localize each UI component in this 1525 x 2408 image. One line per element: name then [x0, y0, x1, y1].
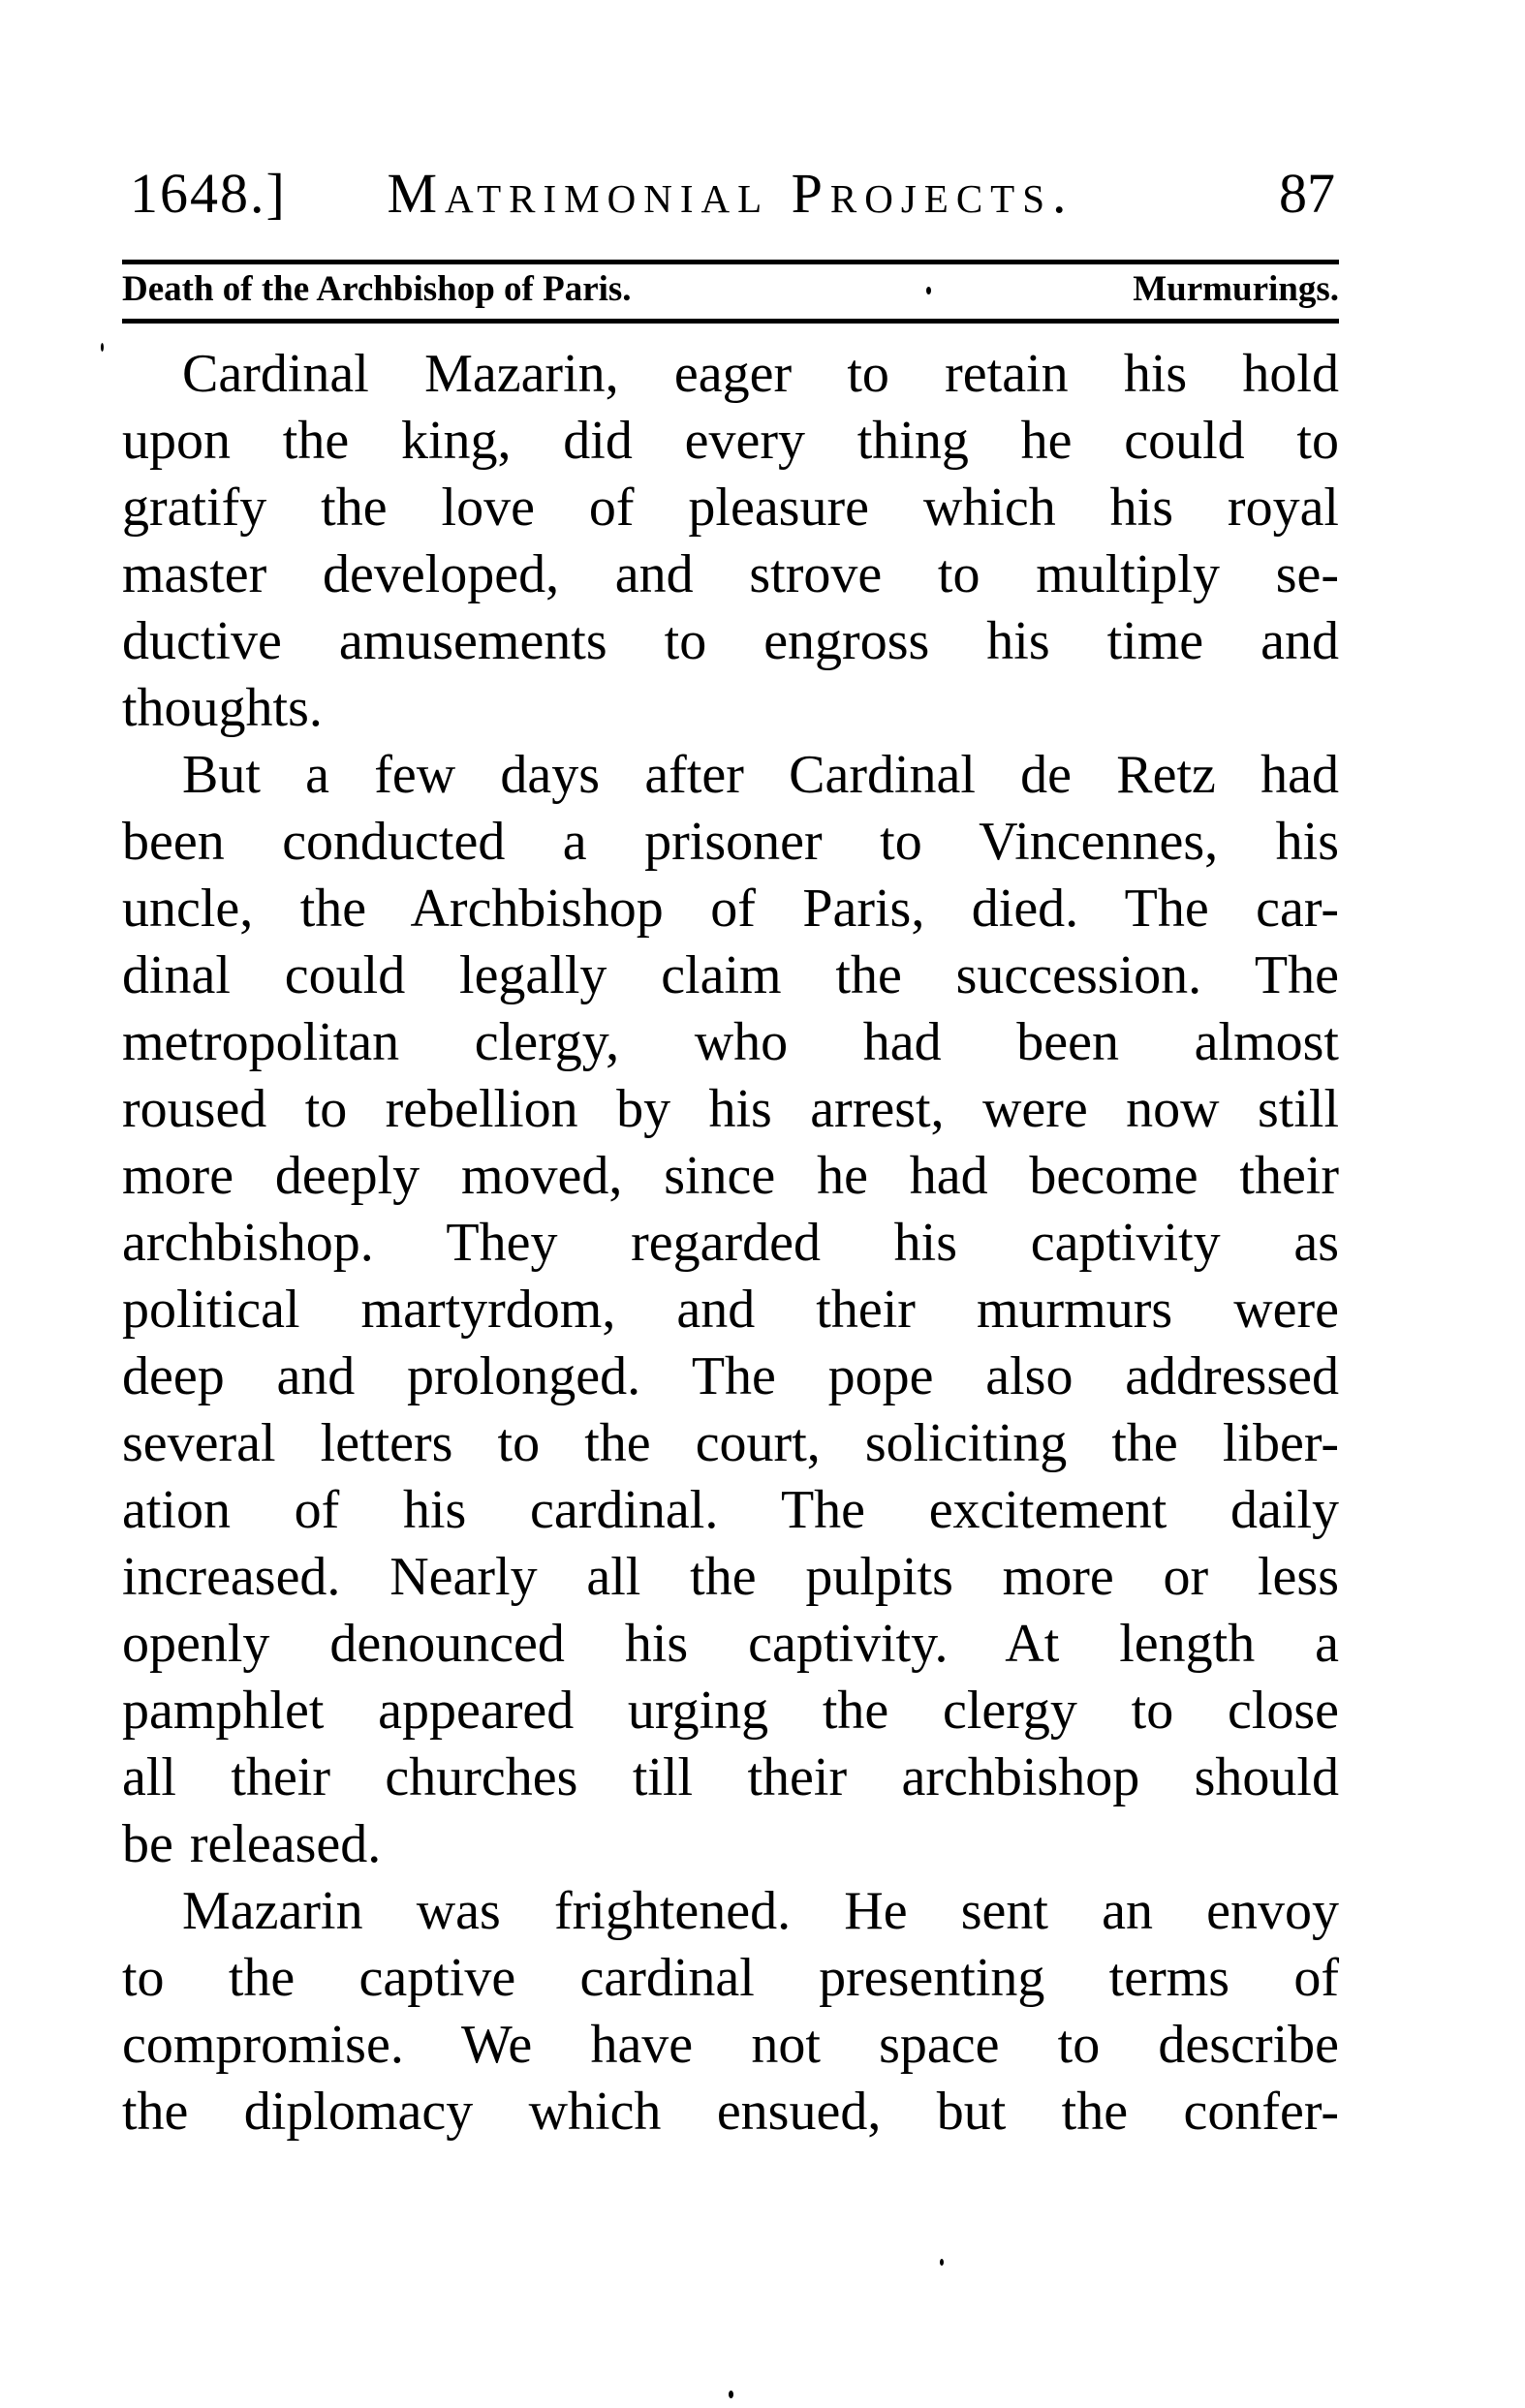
page-body — [122, 341, 1339, 2146]
divider-rule-bottom — [122, 319, 1339, 324]
text-line: political martyrdom, and their murmurs were — [122, 1280, 1339, 1340]
text-line: Mazarin was frightened. He sent an envoy — [182, 1881, 1339, 1941]
running-heads — [122, 267, 1339, 312]
header-date: 1648.] — [130, 162, 287, 225]
text-line: upon the king, did every thing he could to — [122, 411, 1339, 471]
scan-artifact-dot — [940, 2259, 944, 2266]
text-block — [122, 0, 1339, 2408]
paragraph — [122, 341, 1339, 742]
text-line: more deeply moved, since he had become their — [122, 1146, 1339, 1206]
text-line: been conducted a prisoner to Vincennes, his — [122, 812, 1339, 872]
text-line: Cardinal Mazarin, eager to retain his hold — [182, 344, 1339, 404]
text-line: ation of his cardinal. The excitement daily — [122, 1480, 1339, 1540]
text-line: the diplomacy which ensued, but the confer- — [122, 2082, 1339, 2142]
divider-rule-top — [122, 260, 1339, 264]
scan-artifact-dot — [729, 2391, 733, 2398]
text-line: uncle, the Archbishop of Paris, died. The car- — [122, 879, 1339, 939]
text-line: gratify the love of pleasure which his royal — [122, 478, 1339, 538]
text-line: deep and prolonged. The pope also addressed — [122, 1346, 1339, 1406]
text-line: increased. Nearly all the pulpits more or less — [122, 1547, 1339, 1607]
text-line: openly denounced his captivity. At length a — [122, 1614, 1339, 1674]
scan-artifact-dot — [926, 287, 931, 294]
paragraph — [122, 1878, 1339, 2146]
page-title: Matrimonial Projects. — [387, 162, 1074, 225]
paragraph — [122, 742, 1339, 1878]
text-line: several letters to the court, soliciting the liber- — [122, 1413, 1339, 1473]
text-line: roused to rebellion by his arrest, were now still — [122, 1079, 1339, 1139]
running-head-left: Death of the Archbishop of Paris. — [122, 269, 632, 309]
text-line: to the captive cardinal presenting terms of — [122, 1948, 1339, 2008]
text-line: But a few days after Cardinal de Retz had — [182, 745, 1339, 805]
text-line: thoughts. — [122, 678, 323, 738]
text-line: pamphlet appeared urging the clergy to close — [122, 1681, 1339, 1741]
text-line: master developed, and strove to multiply se- — [122, 544, 1339, 604]
page-number: 87 — [1279, 162, 1335, 225]
scan-artifact-dot — [101, 343, 104, 352]
text-line: archbishop. They regarded his captivity as — [122, 1213, 1339, 1273]
page-header — [122, 163, 1339, 229]
text-line: ductive amusements to engross his time and — [122, 611, 1339, 671]
text-line: compromise. We have not space to describe — [122, 2015, 1339, 2075]
text-line: metropolitan clergy, who had been almost — [122, 1012, 1339, 1072]
text-line: be released. — [122, 1814, 382, 1874]
running-head-right: Murmurings. — [1133, 269, 1339, 309]
text-line: all their churches till their archbishop should — [122, 1747, 1339, 1807]
text-line: dinal could legally claim the succession. The — [122, 945, 1339, 1005]
